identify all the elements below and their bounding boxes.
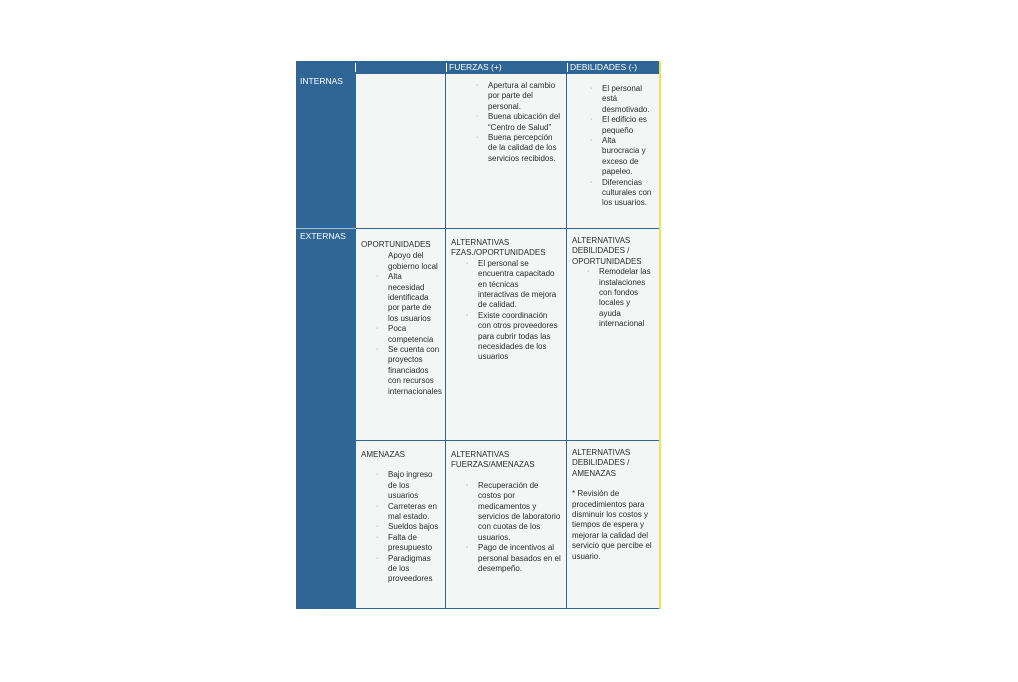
da-cell — [567, 441, 660, 609]
fo-cell — [446, 229, 567, 441]
list-item: · Recuperación de costos por medicamentos y servicios de laboratorio con cuotas de los usuarios. — [466, 480, 561, 542]
header-empty — [356, 61, 446, 74]
list-item: · Buena ubicación del “Centro de Salud” — [476, 112, 561, 132]
internas-empty-cell — [356, 74, 446, 229]
fa-cell — [446, 441, 567, 609]
fuerzas-cell — [446, 74, 567, 229]
list-item: · El personal se encuentra capacitado en técnicas interactivas de mejora de calidad. — [466, 258, 557, 310]
list-item: · Falta de presupuesto — [376, 532, 433, 553]
list-item: · Existe coordinación con otros proveedores para cubrir todas las necesidades de los usuarios — [466, 310, 558, 362]
do-cell — [567, 229, 660, 441]
amenazas-cell — [356, 441, 446, 609]
list-item: · Alta burocracia y exceso de papeleo. — [590, 136, 646, 177]
fa-title: ALTERNATIVAS FUERZAS/AMENAZAS — [451, 450, 535, 470]
list-item: · Apertura al cambio por parte del personal. — [476, 81, 556, 111]
list-item: · Pago de incentivos al personal basados en el desempeño. — [466, 543, 561, 574]
list-item: · Alta necesidad identificada por parte de los usuarios — [376, 272, 432, 323]
amenazas-title: AMENAZAS — [361, 450, 406, 459]
do-title: ALTERNATIVAS DEBILIDADES / OPORTUNIDADES — [572, 236, 642, 266]
amenazas-list — [376, 470, 440, 584]
list-item: · Bajo ingreso de los usuarios — [376, 470, 433, 501]
oportunidades-title: OPORTUNIDADES — [361, 240, 431, 249]
list-item: · Poca competencia — [376, 324, 434, 344]
list-item: · Sueldos bajos — [376, 522, 439, 532]
list-item: · El edificio es pequeño — [590, 115, 647, 135]
da-title: ALTERNATIVAS DEBILIDADES / AMENAZAS — [572, 448, 631, 478]
do-list — [587, 267, 654, 329]
da-note: * Revisión de procedimientos para disminuir los costos y tiempos de espera y mejorar la calidad del servicio que percibe el usuario. — [572, 489, 652, 561]
list-item: · El personal está desmotivado. — [590, 84, 650, 114]
foda-table — [296, 61, 660, 609]
list-item: · Carreteras en mal estado. — [376, 501, 437, 522]
row-label-externas: EXTERNAS — [296, 229, 356, 609]
fo-title: ALTERNATIVAS FZAS./OPORTUNIDADES — [451, 238, 546, 258]
fa-list — [466, 480, 561, 575]
row-label-internas: INTERNAS — [296, 74, 356, 229]
list-item: · Remodelar las instalaciones con fondos locales y ayuda internacional — [587, 267, 651, 329]
header-corner — [296, 61, 356, 74]
list-item: Apoyo del gobierno local — [388, 251, 438, 271]
list-item: · Se cuenta con proyectos financiados con recursos internacionales — [376, 345, 442, 396]
list-item: · Paradigmas de los proveedores — [376, 553, 433, 584]
fo-list — [466, 258, 561, 363]
header-debilidades: DEBILIDADES (-) — [567, 61, 660, 74]
list-item: · Buena percepción de la calidad de los servicios recibidos. — [476, 133, 557, 163]
oportunidades-list — [376, 251, 442, 397]
fuerzas-list — [476, 81, 561, 164]
header-fuerzas: FUERZAS (+) — [446, 61, 567, 74]
oportunidades-cell — [356, 229, 446, 441]
list-item: · Diferencias culturales con los usuarios. — [590, 177, 652, 208]
debilidades-list — [590, 84, 654, 209]
debilidades-cell — [567, 74, 660, 229]
